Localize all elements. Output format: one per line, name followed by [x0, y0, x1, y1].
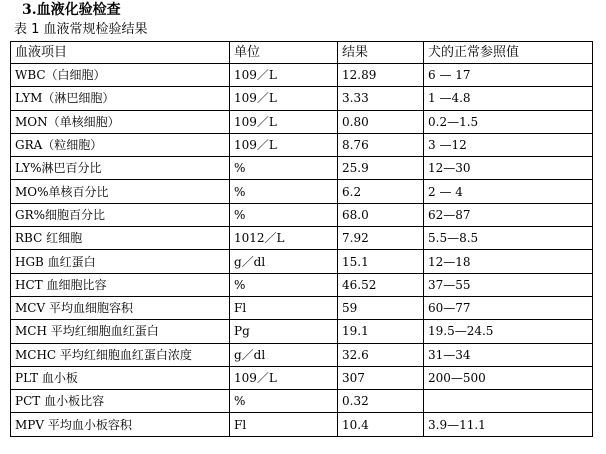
cell-reference: 2 — 4 — [424, 180, 593, 203]
cell-reference: 3 —12 — [424, 133, 593, 156]
cell-unit: 109／L — [230, 87, 338, 110]
cell-item: LY%淋巴百分比 — [11, 157, 230, 180]
header-unit: 单位 — [230, 42, 338, 64]
cell-unit: 1012／L — [230, 227, 338, 250]
cell-reference: 12—30 — [424, 157, 593, 180]
cell-result: 6.2 — [338, 180, 424, 203]
cell-item: HCT 血细胞比容 — [11, 273, 230, 296]
table-caption: 表 1 血液常规检验结果 — [14, 22, 148, 37]
cell-unit: % — [230, 180, 338, 203]
cell-unit: Pg — [230, 320, 338, 343]
cell-unit: % — [230, 390, 338, 413]
cell-item: GRA（粒细胞） — [11, 133, 230, 156]
cell-result: 3.33 — [338, 87, 424, 110]
header-item: 血液项目 — [11, 42, 230, 64]
cell-item: MO%单核百分比 — [11, 180, 230, 203]
cell-reference: 60—77 — [424, 296, 593, 319]
cell-item: WBC（白细胞） — [11, 64, 230, 87]
cell-result: 59 — [338, 296, 424, 319]
cell-item: RBC 红细胞 — [11, 227, 230, 250]
cell-unit: % — [230, 273, 338, 296]
table-row — [11, 273, 593, 296]
table-row — [11, 227, 593, 250]
table-header-row — [11, 42, 593, 64]
cell-reference: 1 —4.8 — [424, 87, 593, 110]
cell-result: 46.52 — [338, 273, 424, 296]
cell-item: GR%细胞百分比 — [11, 203, 230, 226]
table-row — [11, 203, 593, 226]
cell-unit: 109／L — [230, 366, 338, 389]
cell-result: 7.92 — [338, 227, 424, 250]
cell-reference: 200—500 — [424, 366, 593, 389]
cell-unit: 109／L — [230, 110, 338, 133]
cell-result: 68.0 — [338, 203, 424, 226]
cell-item: MCHC 平均红细胞血红蛋白浓度 — [11, 343, 230, 366]
cell-result: 0.80 — [338, 110, 424, 133]
table-row — [11, 250, 593, 273]
cell-result: 15.1 — [338, 250, 424, 273]
cell-result: 12.89 — [338, 64, 424, 87]
cell-reference: 31—34 — [424, 343, 593, 366]
cell-result: 8.76 — [338, 133, 424, 156]
cell-reference: 62—87 — [424, 203, 593, 226]
cell-result: 10.4 — [338, 413, 424, 436]
cell-unit: g／dl — [230, 343, 338, 366]
cell-item: MCV 平均血细胞容积 — [11, 296, 230, 319]
table-row — [11, 87, 593, 110]
table-row — [11, 320, 593, 343]
header-result: 结果 — [338, 42, 424, 64]
table-row — [11, 390, 593, 413]
table-row — [11, 296, 593, 319]
cell-reference: 12—18 — [424, 250, 593, 273]
cell-unit: Fl — [230, 413, 338, 436]
cell-unit: g／dl — [230, 250, 338, 273]
cell-item: MON（单核细胞） — [11, 110, 230, 133]
cell-unit: % — [230, 203, 338, 226]
cell-result: 0.32 — [338, 390, 424, 413]
table-row — [11, 64, 593, 87]
table-row — [11, 413, 593, 436]
cell-unit: 109／L — [230, 64, 338, 87]
table-row — [11, 110, 593, 133]
cell-item: LYM（淋巴细胞） — [11, 87, 230, 110]
cell-result: 307 — [338, 366, 424, 389]
blood-test-table — [10, 41, 593, 437]
table-row — [11, 343, 593, 366]
cell-reference: 19.5—24.5 — [424, 320, 593, 343]
cell-reference — [424, 390, 593, 413]
cell-item: PCT 血小板比容 — [11, 390, 230, 413]
cell-unit: 109／L — [230, 133, 338, 156]
table-row — [11, 133, 593, 156]
section-title: 3.血液化验检查 — [22, 2, 121, 18]
cell-reference: 0.2—1.5 — [424, 110, 593, 133]
header-reference: 犬的正常参照值 — [424, 42, 593, 64]
cell-item: PLT 血小板 — [11, 366, 230, 389]
table-row — [11, 157, 593, 180]
cell-reference: 3.9—11.1 — [424, 413, 593, 436]
cell-result: 25.9 — [338, 157, 424, 180]
cell-item: MPV 平均血小板容积 — [11, 413, 230, 436]
cell-unit: % — [230, 157, 338, 180]
cell-result: 32.6 — [338, 343, 424, 366]
cell-item: MCH 平均红细胞血红蛋白 — [11, 320, 230, 343]
cell-reference: 37—55 — [424, 273, 593, 296]
cell-item: HGB 血红蛋白 — [11, 250, 230, 273]
table-row — [11, 366, 593, 389]
table-row — [11, 180, 593, 203]
cell-reference: 5.5—8.5 — [424, 227, 593, 250]
cell-reference: 6 — 17 — [424, 64, 593, 87]
cell-result: 19.1 — [338, 320, 424, 343]
cell-unit: Fl — [230, 296, 338, 319]
